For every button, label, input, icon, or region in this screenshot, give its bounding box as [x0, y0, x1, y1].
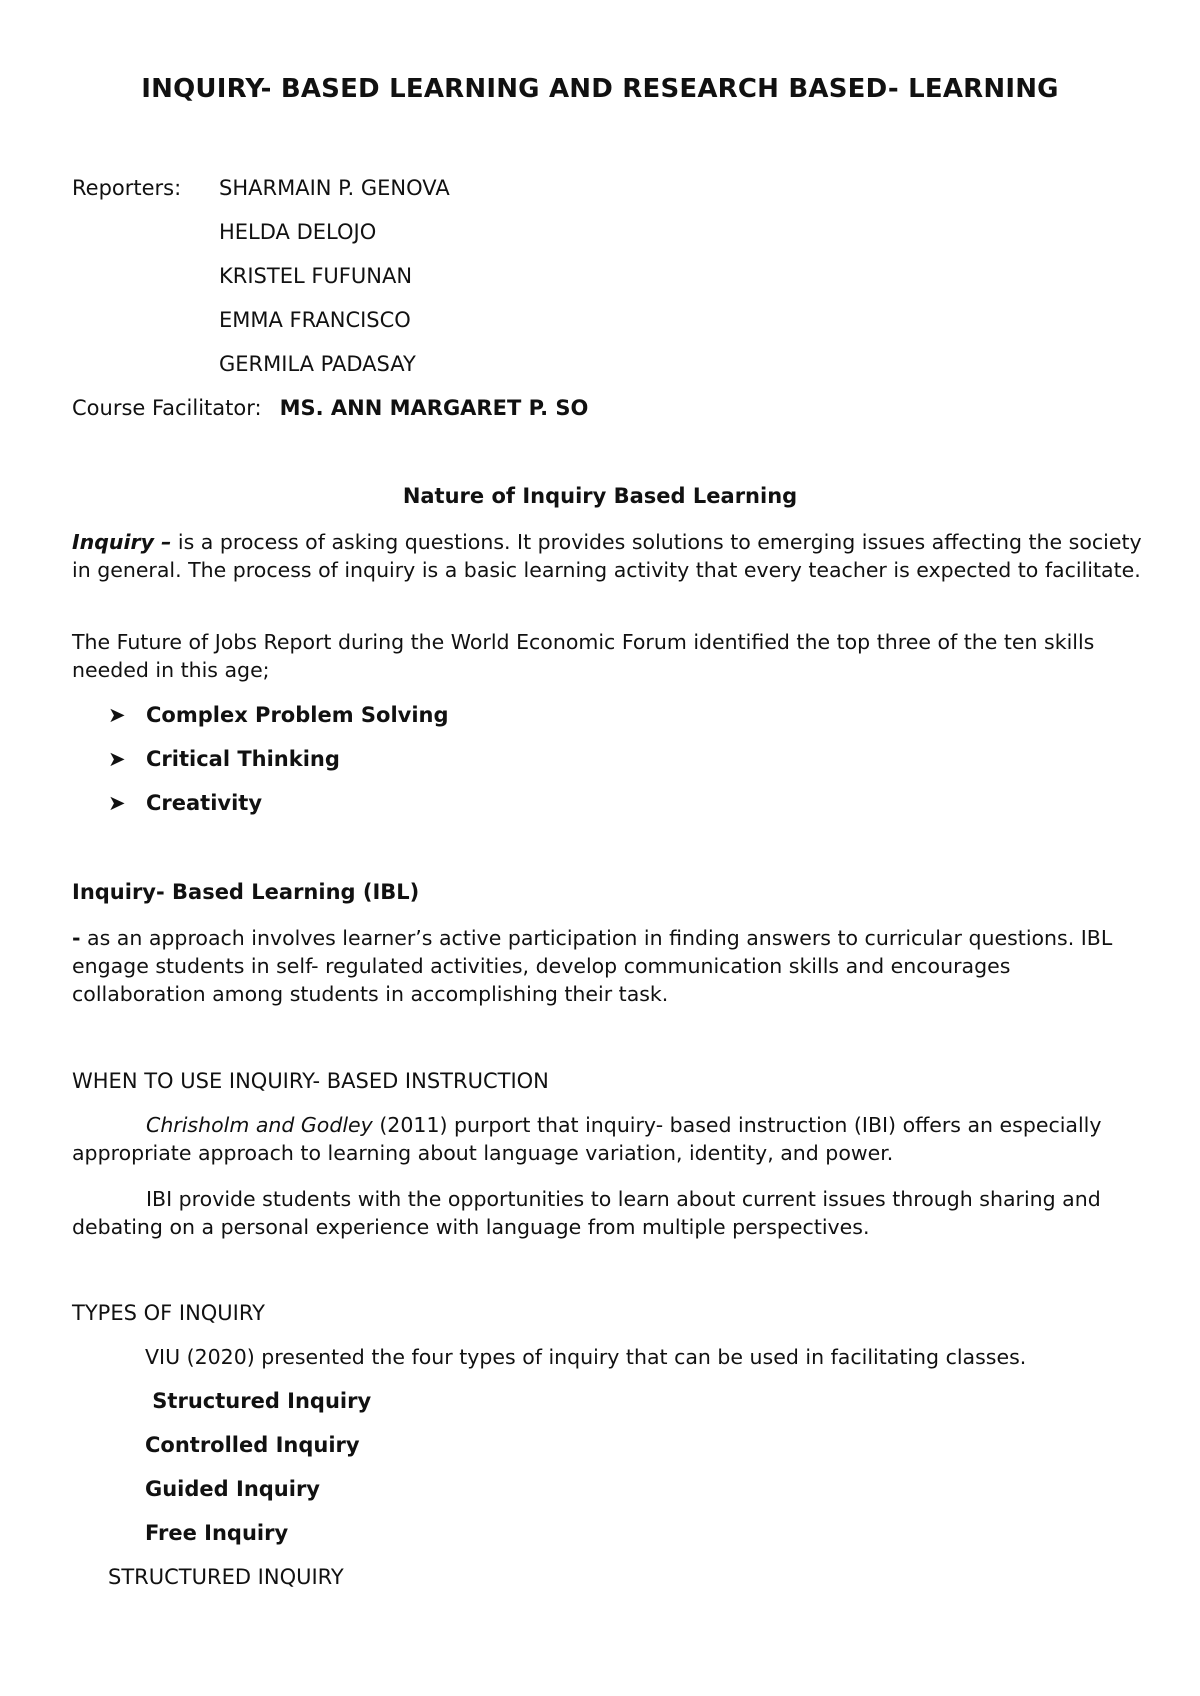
document-title: INQUIRY- BASED LEARNING AND RESEARCH BASED- LEARNING [141, 74, 1059, 104]
reporter-name: HELDA DELOJO [219, 220, 377, 244]
types-intro: VIU (2020) presented the four types of inquiry that can be used in facilitating classes. [145, 1345, 1027, 1369]
when-to-use-heading: WHEN TO USE INQUIRY- BASED INSTRUCTION [72, 1069, 549, 1093]
ibl-definition [72, 924, 1142, 1008]
types-heading: TYPES OF INQUIRY [72, 1301, 265, 1325]
reporters-label: Reporters: [72, 176, 182, 200]
ibl-heading: Inquiry- Based Learning (IBL) [72, 880, 420, 904]
ibl-dash: - [72, 926, 81, 950]
ibl-definition-text: as an approach involves learner’s active participation in finding answers to curricular questions. IBL engage students in self- regulated activities, develop communication skills and encourages collaboration among students in accomplishing their task. [72, 926, 1113, 1006]
when-to-use-text: (2011) purport that inquiry- based instruction (IBI) offers an especially appropriate approach to learning about language variation, identity, and power. [72, 1113, 1102, 1165]
future-jobs-paragraph: The Future of Jobs Report during the World Economic Forum identified the top three of the ten skills needed in this age; [72, 630, 1095, 682]
reporter-name: KRISTEL FUFUNAN [219, 264, 413, 288]
inquiry-term: Inquiry – [72, 530, 172, 554]
facilitator-label: Course Facilitator: [72, 396, 262, 420]
facilitator-line [72, 396, 588, 420]
inquiry-type-item: Guided Inquiry [145, 1477, 320, 1501]
skill-list-item [108, 747, 340, 771]
structured-inquiry-heading: STRUCTURED INQUIRY [108, 1565, 344, 1589]
inquiry-type-item: Structured Inquiry [145, 1389, 372, 1413]
when-to-use-paragraph [72, 1111, 1142, 1167]
skill-label: Critical Thinking [146, 747, 340, 771]
inquiry-type-item: Controlled Inquiry [145, 1433, 360, 1457]
skill-label: Complex Problem Solving [146, 703, 449, 727]
ibi-paragraph: IBI provide students with the opportunities to learn about current issues through sharing and debating on a personal experience with language from multiple perspectives. [72, 1187, 1101, 1239]
nature-heading: Nature of Inquiry Based Learning [402, 484, 798, 508]
reporter-name: EMMA FRANCISCO [219, 308, 411, 332]
reporter-name: GERMILA PADASAY [219, 352, 416, 376]
skill-label: Creativity [146, 791, 263, 815]
bullet-arrow-icon: ➤ [108, 747, 126, 771]
skill-list-item [108, 703, 449, 727]
bullet-arrow-icon: ➤ [108, 791, 126, 815]
inquiry-definition-text: is a process of asking questions. It provides solutions to emerging issues affecting the society in general. The process of inquiry is a basic learning activity that every teacher is expected to facilitate. [72, 530, 1142, 582]
skill-list-item [108, 791, 262, 815]
inquiry-definition [72, 528, 1142, 584]
facilitator-name: MS. ANN MARGARET P. SO [279, 396, 589, 420]
reporter-name: SHARMAIN P. GENOVA [219, 176, 450, 200]
citation-authors: Chrisholm and Godley [146, 1113, 373, 1137]
inquiry-type-item: Free Inquiry [145, 1521, 289, 1545]
bullet-arrow-icon: ➤ [108, 703, 126, 727]
